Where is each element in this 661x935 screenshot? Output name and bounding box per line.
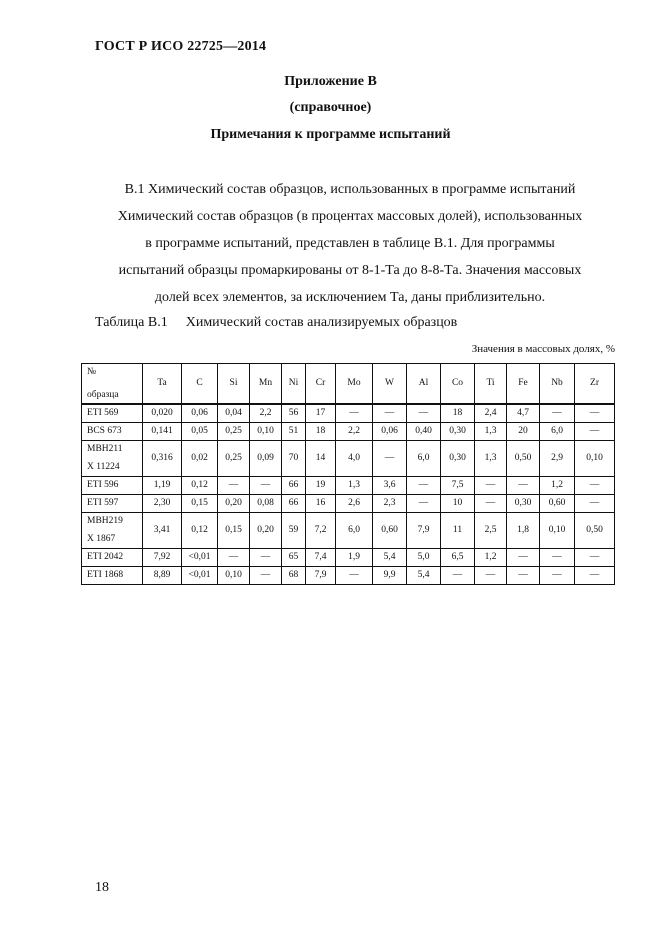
value-cell: 1,2 [540, 477, 575, 495]
value-cell: 68 [282, 567, 306, 585]
header-sample-label: образца [87, 389, 119, 400]
value-cell: — [407, 477, 441, 495]
value-cell: 65 [282, 549, 306, 567]
value-cell: — [575, 567, 615, 585]
value-cell: — [507, 567, 540, 585]
table-row [82, 567, 615, 585]
value-cell: 0,20 [250, 513, 282, 549]
value-cell: — [575, 477, 615, 495]
value-cell: 0,25 [218, 441, 250, 477]
value-cell: — [441, 567, 475, 585]
value-cell: 70 [282, 441, 306, 477]
value-cell: 10 [441, 495, 475, 513]
value-cell: 0,020 [143, 404, 182, 423]
value-cell: 5,0 [407, 549, 441, 567]
table-body [82, 404, 615, 585]
composition-table [81, 363, 615, 585]
table-row [82, 423, 615, 441]
value-cell: — [575, 423, 615, 441]
value-cell: 1,8 [507, 513, 540, 549]
sample-id-cell [82, 495, 143, 513]
value-cell: 7,9 [407, 513, 441, 549]
value-cell: 5,4 [373, 549, 407, 567]
value-cell: — [250, 567, 282, 585]
value-cell: 0,60 [540, 495, 575, 513]
value-cell: — [475, 567, 507, 585]
value-cell: — [540, 404, 575, 423]
value-cell: 0,30 [441, 423, 475, 441]
value-cell: — [218, 549, 250, 567]
value-cell: 6,5 [441, 549, 475, 567]
value-cell: 8,89 [143, 567, 182, 585]
sample-id-cell [82, 477, 143, 495]
table-label: Таблица В.1 [95, 315, 168, 330]
table-row [82, 495, 615, 513]
value-cell: — [250, 477, 282, 495]
page-number: 18 [95, 880, 109, 895]
appendix-type: (справочное) [289, 100, 372, 115]
value-cell: 2,30 [143, 495, 182, 513]
sample-id: MBH211 [87, 444, 123, 454]
value-cell: 4,0 [336, 441, 373, 477]
header-cell: Ni [282, 364, 306, 405]
value-cell: 0,08 [250, 495, 282, 513]
table-row [82, 404, 615, 423]
paragraph-line: В.1 Химический состав образцов, использованных в программе испытаний [124, 182, 576, 197]
header-cell: Fe [507, 364, 540, 405]
value-cell: 6,0 [540, 423, 575, 441]
value-cell: 1,2 [475, 549, 507, 567]
value-cell: — [373, 404, 407, 423]
value-cell: 0,40 [407, 423, 441, 441]
sample-id-cell [82, 549, 143, 567]
value-cell: 0,05 [182, 423, 218, 441]
value-cell: 2,2 [250, 404, 282, 423]
value-cell: <0,01 [182, 549, 218, 567]
value-cell: 3,6 [373, 477, 407, 495]
value-cell: 0,06 [373, 423, 407, 441]
value-cell: 2,2 [336, 423, 373, 441]
value-cell: 2,4 [475, 404, 507, 423]
value-cell: 7,2 [306, 513, 336, 549]
sample-id-cell [82, 404, 143, 423]
value-cell: 0,12 [182, 477, 218, 495]
value-cell: 0,10 [540, 513, 575, 549]
value-cell: 6,0 [336, 513, 373, 549]
value-cell: — [540, 549, 575, 567]
value-cell: — [373, 441, 407, 477]
value-cell: — [475, 477, 507, 495]
table-row [82, 477, 615, 495]
table-row [82, 513, 615, 549]
value-cell: 0,10 [218, 567, 250, 585]
intro-paragraph [80, 176, 620, 311]
sample-id: BCS 673 [87, 426, 122, 436]
sample-id: ETI 597 [87, 498, 119, 508]
value-cell: 20 [507, 423, 540, 441]
value-cell: — [475, 495, 507, 513]
header-cell: Zr [575, 364, 615, 405]
value-cell: 0,50 [575, 513, 615, 549]
value-cell: 6,0 [407, 441, 441, 477]
header-sample-cell [82, 364, 143, 405]
value-cell: 2,6 [336, 495, 373, 513]
value-cell: 0,50 [507, 441, 540, 477]
value-cell: 1,3 [336, 477, 373, 495]
value-cell: — [507, 477, 540, 495]
value-cell: 0,15 [182, 495, 218, 513]
header-cell: Si [218, 364, 250, 405]
header-cell: Co [441, 364, 475, 405]
value-cell: 66 [282, 477, 306, 495]
value-cell: — [336, 404, 373, 423]
value-cell: 59 [282, 513, 306, 549]
value-cell: 51 [282, 423, 306, 441]
value-cell: — [507, 549, 540, 567]
sample-id: MBH219 [87, 516, 123, 526]
value-cell: 7,9 [306, 567, 336, 585]
value-cell: 0,60 [373, 513, 407, 549]
sample-id: ETI 569 [87, 408, 119, 418]
standard-designation: ГОСТ Р ИСО 22725—2014 [95, 39, 267, 54]
value-cell: 0,10 [250, 423, 282, 441]
value-cell: 0,141 [143, 423, 182, 441]
paragraph-line: в программе испытаний, представлен в таблице В.1. Для программы [145, 236, 555, 251]
appendix-heading: Примечания к программе испытаний [210, 127, 451, 142]
value-cell: 7,5 [441, 477, 475, 495]
sample-id-cell [82, 567, 143, 585]
table-row [82, 441, 615, 477]
value-cell: 2,3 [373, 495, 407, 513]
sample-id-cell [82, 513, 143, 549]
value-cell: 0,02 [182, 441, 218, 477]
sample-id: ETI 596 [87, 480, 119, 490]
value-cell: 0,10 [575, 441, 615, 477]
value-cell: 19 [306, 477, 336, 495]
value-cell: 0,04 [218, 404, 250, 423]
value-cell: 16 [306, 495, 336, 513]
table-header-row [82, 364, 615, 405]
header-cell: Al [407, 364, 441, 405]
value-cell: 66 [282, 495, 306, 513]
value-cell: 0,15 [218, 513, 250, 549]
header-cell: C [182, 364, 218, 405]
header-cell: Mo [336, 364, 373, 405]
value-cell: — [575, 404, 615, 423]
value-cell: 11 [441, 513, 475, 549]
value-cell: 1,3 [475, 423, 507, 441]
value-cell: 4,7 [507, 404, 540, 423]
value-cell: <0,01 [182, 567, 218, 585]
sample-id-suffix: X 11224 [87, 462, 120, 472]
value-cell: 7,92 [143, 549, 182, 567]
value-cell: 0,12 [182, 513, 218, 549]
value-cell: — [407, 495, 441, 513]
table-title: Химический состав анализируемых образцов [185, 315, 458, 330]
table-units-note: Значения в массовых долях, % [471, 343, 615, 355]
table-row [82, 549, 615, 567]
value-cell: 9,9 [373, 567, 407, 585]
sample-id: ETI 2042 [87, 552, 124, 562]
sample-id-cell [82, 441, 143, 477]
table-caption [95, 315, 457, 331]
header-number-sign: № [87, 366, 97, 377]
header-cell: Mn [250, 364, 282, 405]
value-cell: 18 [441, 404, 475, 423]
value-cell: 7,4 [306, 549, 336, 567]
value-cell: — [250, 549, 282, 567]
header-cell: W [373, 364, 407, 405]
paragraph-line: Химический состав образцов (в процентах массовых долей), использованных [117, 209, 583, 224]
value-cell: 5,4 [407, 567, 441, 585]
paragraph-line: долей всех элементов, за исключением Та, даны приблизительно. [154, 290, 546, 305]
value-cell: 1,19 [143, 477, 182, 495]
value-cell: 2,9 [540, 441, 575, 477]
value-cell: 0,30 [507, 495, 540, 513]
value-cell: 17 [306, 404, 336, 423]
value-cell: 1,3 [475, 441, 507, 477]
value-cell: 0,09 [250, 441, 282, 477]
value-cell: 3,41 [143, 513, 182, 549]
value-cell: 0,20 [218, 495, 250, 513]
value-cell: 0,30 [441, 441, 475, 477]
header-cell: Ti [475, 364, 507, 405]
header-cell: Cr [306, 364, 336, 405]
sample-id-cell [82, 423, 143, 441]
sample-id-suffix: X 1867 [87, 534, 116, 544]
value-cell: 14 [306, 441, 336, 477]
value-cell: — [540, 567, 575, 585]
value-cell: 1,9 [336, 549, 373, 567]
value-cell: 0,06 [182, 404, 218, 423]
value-cell: 18 [306, 423, 336, 441]
header-cell: Ta [143, 364, 182, 405]
value-cell: — [575, 495, 615, 513]
header-cell: Nb [540, 364, 575, 405]
value-cell: 0,25 [218, 423, 250, 441]
value-cell: — [407, 404, 441, 423]
value-cell: 0,316 [143, 441, 182, 477]
value-cell: — [336, 567, 373, 585]
appendix-title: Приложение В [284, 74, 377, 89]
value-cell: — [575, 549, 615, 567]
paragraph-line: испытаний образцы промаркированы от 8-1-Та до 8-8-Та. Значения массовых [118, 263, 582, 278]
value-cell: 2,5 [475, 513, 507, 549]
value-cell: 56 [282, 404, 306, 423]
value-cell: — [218, 477, 250, 495]
sample-id: ETI 1868 [87, 570, 124, 580]
